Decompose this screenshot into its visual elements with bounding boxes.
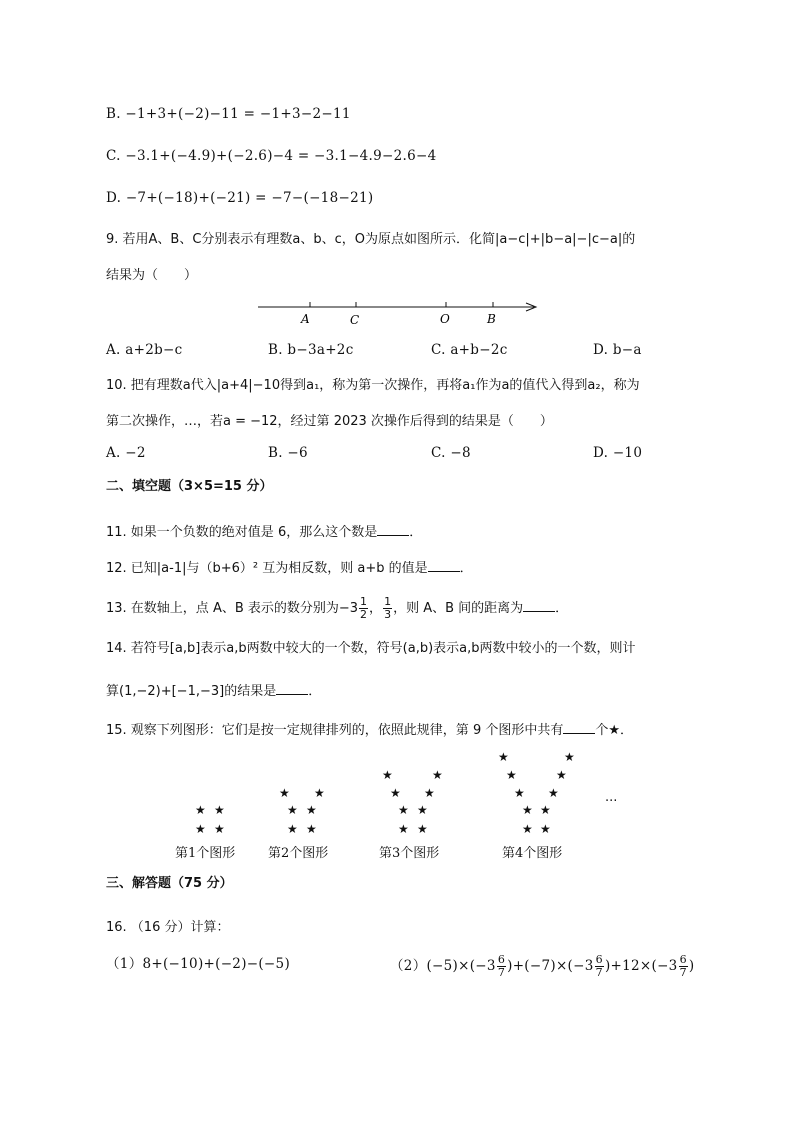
- fraction-one-half: $\frac{1}{2}$: [360, 595, 368, 621]
- q11-answer-blank: [377, 521, 409, 536]
- star-icon: ★: [382, 768, 393, 782]
- q13-stem: 13. 在数轴上，点 A、B 表示的数分别为−3 $\frac{1}{2}$ ， $\frac{1}{3}$ ，则 A、B 间的距离为 ．: [106, 595, 569, 621]
- q12-answer-blank: [428, 557, 460, 572]
- star-icon: ★: [214, 822, 225, 836]
- star-icon: ★: [306, 803, 317, 817]
- q12-stem: 12. 已知|a-1|与（b+6）² 互为相反数，则 a+b 的值是 ．: [106, 557, 473, 579]
- star-icon: ★: [564, 750, 575, 764]
- fraction-one-third: $\frac{1}{3}$: [384, 595, 392, 621]
- star-icon: ★: [195, 803, 206, 817]
- q8-option-c: C. −3.1+(−4.9)+(−2.6)−4 = −3.1−4.9−2.6−4: [106, 148, 437, 164]
- star-icon: ★: [287, 803, 298, 817]
- q9-option-d: D. b−a: [593, 342, 642, 358]
- figure-label-1: 第1个图形: [175, 846, 236, 861]
- q10-option-d: D. −10: [593, 445, 643, 461]
- q10-stem-line2: 第二次操作，…，若a = −12，经过第 2023 次操作后得到的结果是（ ）: [106, 414, 553, 429]
- section-3-heading: 三、解答题（75 分）: [106, 876, 233, 891]
- fraction-six-sevenths: $\frac{6}{7}$: [595, 953, 603, 979]
- axis-label-o: O: [440, 312, 450, 326]
- q10-stem-line1: 10. 把有理数a代入|a+4|−10得到a₁，称为第一次操作，再将a₁作为a的值代入得到a₂，称为: [106, 378, 640, 393]
- q10-option-b: B. −6: [268, 445, 308, 461]
- star-icon: ★: [522, 822, 533, 836]
- axis-label-c: C: [350, 313, 360, 327]
- star-icon: ★: [432, 768, 443, 782]
- q9-stem-line2: 结果为（ ）: [106, 268, 198, 283]
- star-icon: ★: [417, 822, 428, 836]
- axis-label-a: A: [301, 312, 310, 326]
- q9-option-c: C. a+b−2c: [431, 342, 508, 358]
- q14-stem-line2: 算(1,−2)+[−1,−3]的结果是 ．: [106, 680, 321, 702]
- star-icon: ★: [498, 750, 509, 764]
- star-icon: ★: [195, 822, 206, 836]
- q8-option-b: B. −1+3+(−2)−11 = −1+3−2−11: [106, 106, 351, 122]
- star-icon: ★: [390, 786, 401, 800]
- figure-label-4: 第4个图形: [502, 846, 563, 861]
- q16-part-2: （2）(−5)×(−3 $\frac{6}{7}$ )+(−7)×(−3 $\frac{6}{7}$ )+12×(−3 $\frac{6}{7}$ ): [390, 953, 695, 979]
- star-icon: ★: [398, 822, 409, 836]
- q14-stem-line1: 14. 若符号[a,b]表示a,b两数中较大的一个数，符号(a,b)表示a,b两数中较小的一个数，则计: [106, 641, 636, 656]
- star-icon: ★: [214, 803, 225, 817]
- q15-answer-blank: [563, 719, 595, 734]
- star-icon: ★: [306, 822, 317, 836]
- q16-part-1: （1）8+(−10)+(−2)−(−5): [106, 956, 291, 972]
- fraction-six-sevenths: $\frac{6}{7}$: [497, 953, 506, 979]
- star-icon: ★: [522, 803, 533, 817]
- q13-answer-blank: [523, 597, 555, 612]
- star-icon: ★: [556, 768, 567, 782]
- ellipsis: ···: [605, 794, 618, 809]
- star-icon: ★: [540, 822, 551, 836]
- q10-option-c: C. −8: [431, 445, 471, 461]
- star-icon: ★: [398, 803, 409, 817]
- q15-stem: 15. 观察下列图形：它们是按一定规律排列的，依照此规律，第 9 个图形中共有 个★．: [106, 719, 633, 741]
- star-icon: ★: [287, 822, 298, 836]
- fraction-six-sevenths: $\frac{6}{7}$: [679, 953, 687, 979]
- section-2-heading: 二、填空题（3×5=15 分）: [106, 479, 273, 494]
- star-icon: ★: [279, 786, 290, 800]
- star-icon: ★: [548, 786, 559, 800]
- figure-label-2: 第2个图形: [268, 846, 329, 861]
- figure-label-3: 第3个图形: [379, 846, 440, 861]
- q10-option-a: A. −2: [106, 445, 146, 461]
- q16-title: 16. （16 分）计算：: [106, 920, 230, 935]
- q11-stem: 11. 如果一个负数的绝对值是 6，那么这个数是 ．: [106, 521, 422, 543]
- star-icon: ★: [314, 786, 325, 800]
- star-icon: ★: [514, 786, 525, 800]
- q8-option-d: D. −7+(−18)+(−21) = −7−(−18−21): [106, 190, 374, 206]
- number-line-figure: [0, 296, 794, 336]
- star-icon: ★: [506, 768, 517, 782]
- q9-stem-line1: 9. 若用A、B、C分别表示有理数a、b、c，O为原点如图所示．化简|a−c|+|b−a|−|c−a|的: [106, 232, 636, 247]
- star-icon: ★: [540, 803, 551, 817]
- q9-option-a: A. a+2b−c: [106, 342, 183, 358]
- axis-label-b: B: [487, 312, 496, 326]
- q9-option-b: B. b−3a+2c: [268, 342, 354, 358]
- q14-answer-blank: [276, 680, 308, 695]
- star-icon: ★: [424, 786, 435, 800]
- star-icon: ★: [417, 803, 428, 817]
